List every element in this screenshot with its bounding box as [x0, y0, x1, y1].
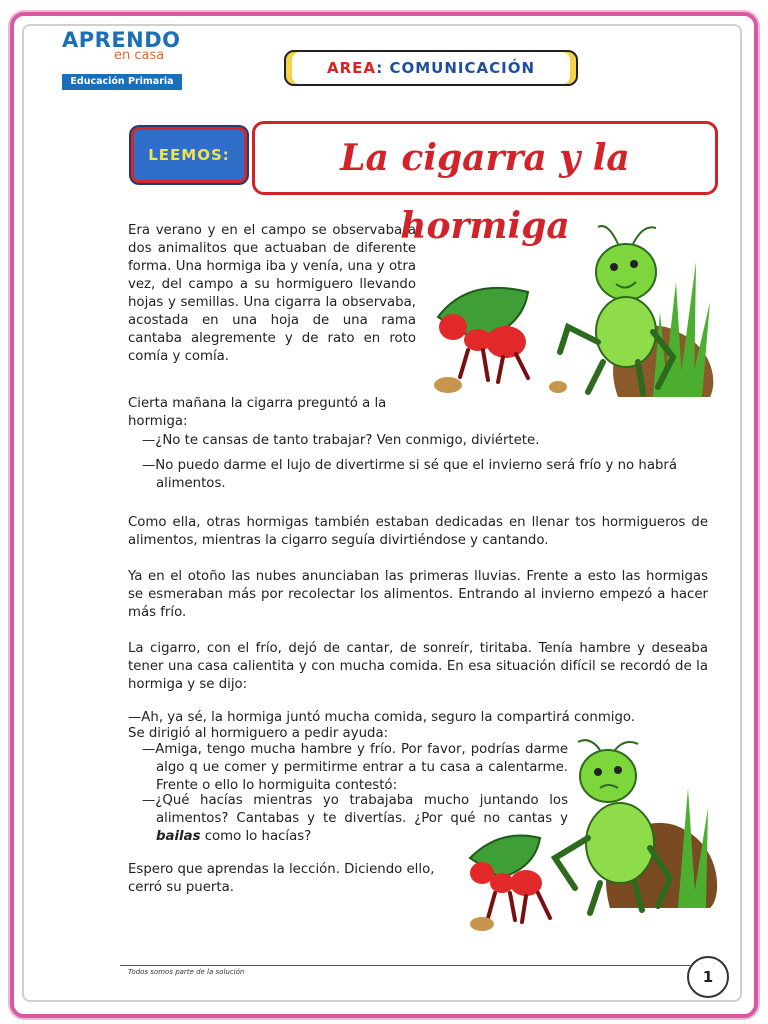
area-label: AREA	[326, 59, 377, 77]
paragraph-3: Como ella, otras hormigas también estaban dedicadas en llenar tos hormigueros de alimentos, mientras la cigarro seguía divirtiéndose y cantando.	[128, 515, 708, 548]
dialogue-2: —No puedo darme el lujo de divertirme si sé que el invierno será frío y no habrá alimentos.	[142, 458, 678, 491]
logo-title: APRENDO	[62, 28, 181, 52]
title-box	[252, 121, 718, 247]
paragraph-1: Era verano y en el campo se observaba a dos animalitos que actuaban de diferente forma. Una hormiga iba y venía, una y otra vez, del campo a su hormiguero llevando hojas y semillas. Una cigarra la observaba, acostada en una hoja de una rama cantaba alegremente y de rato en roto comía y comía.	[128, 223, 416, 364]
footer-slogan: Todos somos parte de la solución	[128, 968, 245, 976]
paragraph-5: La cigarro, con el frío, dejó de cantar, de sonreír, tiritaba. Tenía hambre y deseaba tener una casa calientita y con mucha comida. En esa situación difícil se recordó de la hormiga y se dijo:	[128, 641, 708, 692]
aprendo-en-casa-logo	[62, 28, 182, 90]
area-header	[284, 50, 578, 86]
area-separator: :	[376, 59, 384, 77]
paragraph-2: Cierta mañana la cigarra preguntó a la hormiga:	[128, 396, 387, 429]
page-number: 1	[687, 956, 729, 998]
dialogue-1: —¿No te cansas de tanto trabajar? Ven conmigo, diviértete.	[142, 433, 540, 448]
area-subject: COMUNICACIÓN	[383, 59, 536, 77]
ant-and-cicada-illustration-bottom	[460, 738, 722, 934]
paragraph-7: Espero que aprendas la lección. Diciendo ello, cerró su puerta.	[128, 862, 435, 895]
logo-subtitle: en casa	[114, 48, 165, 63]
paragraph-4: Ya en el otoño las nubes anunciaban las primeras lluvias. Frente a esto las hormigas se esmeraban más por recolectar los alimentos. Entrando al invierno empezó a hacer más frío.	[128, 569, 708, 620]
dialogue-4: —Amiga, tengo mucha hambre y frío. Por favor, podrías darme algo q ue comer y permitirme entrar a tu casa a calentarme. Frente o ello lo hormiguita contestó:	[142, 742, 568, 793]
dialogue-5-emphasis: bailas	[156, 829, 201, 844]
paragraph-6: Se dirigió al hormiguero a pedir ayuda:	[128, 726, 389, 741]
logo-band: Educación Primaria	[62, 74, 182, 90]
dialogue-3: —Ah, ya sé, la hormiga juntó mucha comida, seguro la compartirá conmigo.	[128, 710, 636, 725]
ant-and-cicada-illustration-top	[428, 222, 720, 400]
leemos-label: LEEMOS:	[131, 127, 247, 183]
dialogue-5-part-a: —¿Qué hacías mientras yo trabajaba mucho juntando los alimentos? Cantabas y te divertías. ¿Por qué no cantas y	[142, 793, 568, 826]
footer-divider	[120, 965, 690, 966]
dialogue-5-part-c: como lo hacías?	[200, 829, 312, 844]
story-title: La cigarra y la hormiga	[340, 137, 630, 247]
